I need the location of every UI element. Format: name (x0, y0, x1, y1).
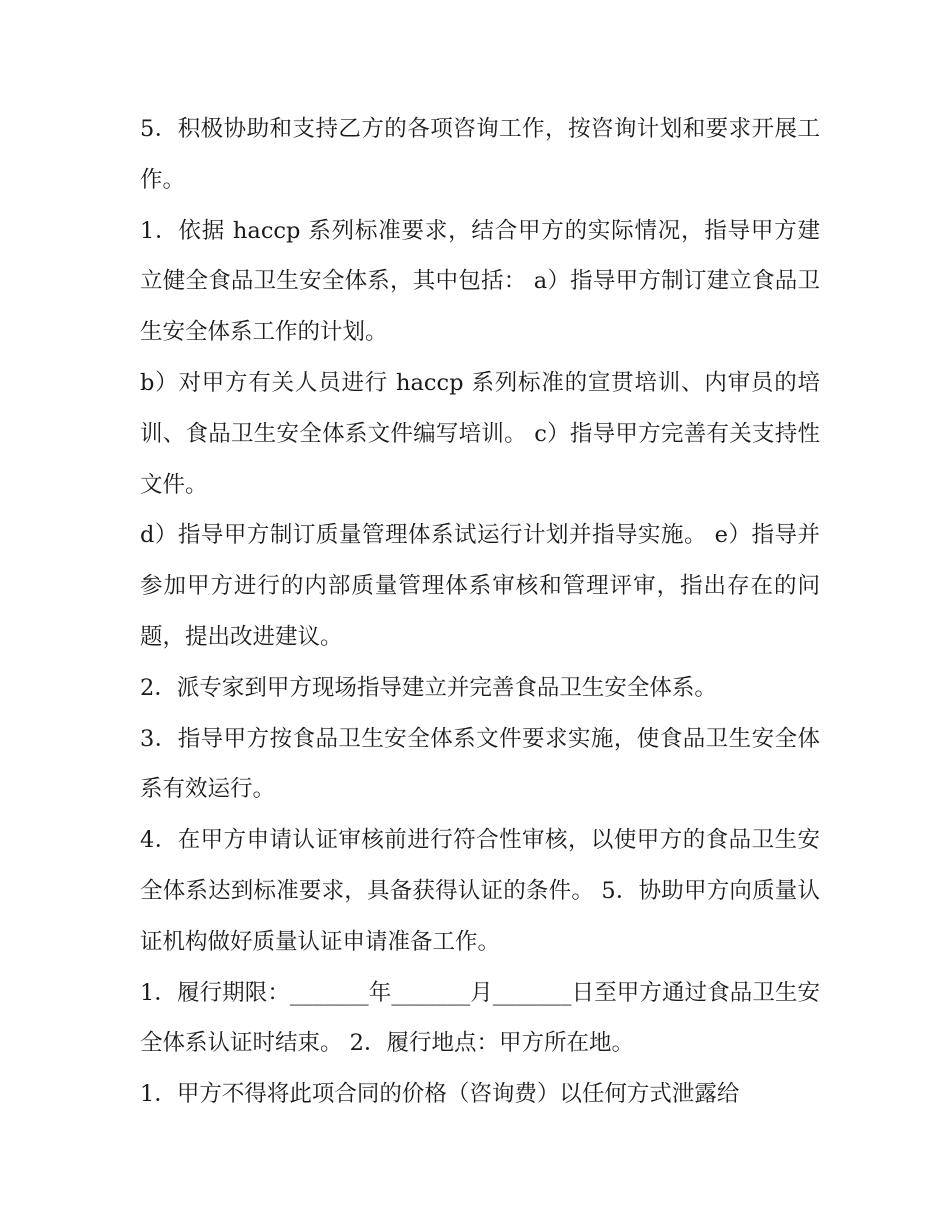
paragraph-conformity-review: 4．在甲方申请认证审核前进行符合性审核，以使甲方的食品卫生安全体系达到标准要求，具备获得认证的条件。 5．协助甲方向质量认证机构做好质量认证申请准备工作。 (140, 827, 820, 955)
paragraph-trial-run-audit: d）指导甲方制订质量管理体系试运行计划并指导实施。 e）指导并参加甲方进行的内部质量管理体系审核和管理评审，指出存在的问题，提出改进建议。 (140, 522, 820, 650)
paragraph-training: b）对甲方有关人员进行 haccp 系列标准的宣贯培训、内审员的培训、食品卫生安全体系文件编写培训。 c）指导甲方完善有关支持性文件。 (140, 369, 820, 498)
paragraph-term-location: 1．履行期限：_______年_______月_______日至甲方通过食品卫生安全体系认证时结束。 2．履行地点：甲方所在地。 (140, 979, 820, 1057)
paragraph-implementation: 3．指导甲方按食品卫生安全体系文件要求实施，使食品卫生安全体系有效运行。 (140, 725, 820, 803)
paragraph-support-consulting: 5．积极协助和支持乙方的各项咨询工作，按咨询计划和要求开展工作。 (140, 116, 820, 193)
paragraph-haccp-guidance: 1．依据 haccp 系列标准要求，结合甲方的实际情况，指导甲方建立健全食品卫生安全体系，其中包括： a）指导甲方制订建立食品卫生安全体系工作的计划。 (140, 217, 820, 346)
paragraph-onsite-experts: 2．派专家到甲方现场指导建立并完善食品卫生安全体系。 (140, 674, 717, 701)
paragraph-confidentiality: 1．甲方不得将此项合同的价格（咨询费）以任何方式泄露给 (140, 1081, 740, 1108)
document-body (140, 104, 820, 1120)
